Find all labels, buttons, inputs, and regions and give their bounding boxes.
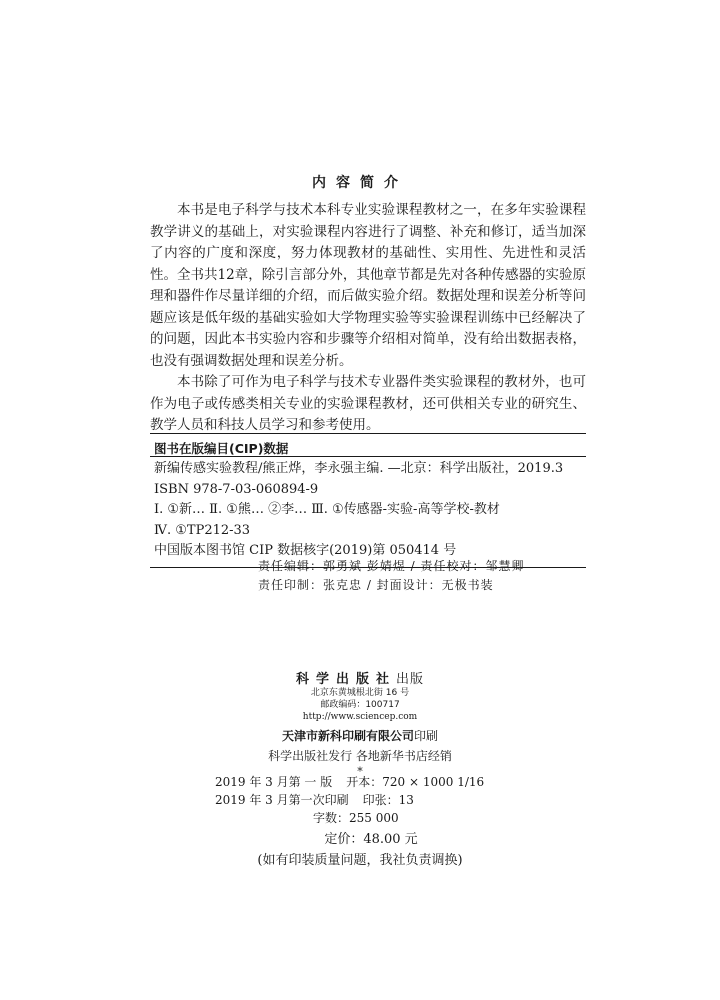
price-label: 定价：48.00 元 xyxy=(324,832,418,847)
credits-production: 责任印制：张克忠 / 封面设计：无极书装 xyxy=(258,578,494,592)
cip-line-isbn: ISBN 978-7-03-060894-9 xyxy=(154,481,319,497)
summary-section xyxy=(150,200,586,437)
summary-paragraph-1: 本书是电子科学与技术本科专业实验课程教材之一，在多年实验课程教学讲义的基础上，对实验课程内容进行了调整、补充和修订，适当加深了内容的广度和深度，努力体现教材的基础性、实用性、先进性和灵活性。全书共12章，除引言部分外，其他章节都是先对各种传感器的实验原理和器件作尽量详细的介绍，而后做实验介绍。数据处理和误差分析等问题应该是低年级的基础实验如大学物理实验等实验课程训练中已经解决了的问题，因此本书实验内容和步骤等介绍相对简单，没有给出数据表格，也没有强调数据处理和误差分析。 xyxy=(150,202,586,369)
credits xyxy=(0,557,720,595)
publisher-postcode: 邮政编码：100717 xyxy=(320,700,400,710)
edition-date: 2019 年 3 月第 一 版 xyxy=(215,775,333,789)
cip-heading: 图书在版编目(CIP)数据 xyxy=(154,441,289,456)
separator-asterisk: * xyxy=(357,765,363,778)
page-title: 内容简介 xyxy=(312,175,408,191)
print-sheets: 印张：13 xyxy=(362,793,414,807)
summary-paragraph-2: 本书除了可作为电子科学与技术专业器件类实验课程的教材外，也可作为电子或传感类相关专业的实验课程教材，还可供相关专业的研究生、教学人员和科技人员学习和参考使用。 xyxy=(150,374,586,433)
credits-editors: 责任编辑：郭勇斌 彭婧煜 / 责任校对：邹慧卿 xyxy=(258,559,525,573)
publisher-name-suffix: 出版 xyxy=(396,672,425,687)
book-format: 开本：720 × 1000 1/16 xyxy=(346,775,485,789)
publisher-name: 科学出版社 xyxy=(295,672,396,687)
printer-name: 天津市新科印刷有限公司 xyxy=(281,729,414,743)
cip-line-classification: Ⅳ. ①TP212-33 xyxy=(154,522,251,538)
cip-line-subjects: Ⅰ. ①新… Ⅱ. ①熊… ②李… Ⅲ. ①传感器-实验-高等学校-教材 xyxy=(154,502,500,517)
distribution-note: 科学出版社发行 各地新华书店经销 xyxy=(268,749,452,763)
publisher-info xyxy=(0,668,720,778)
print-date: 2019 年 3 月第一次印刷 xyxy=(215,793,349,807)
quality-note: (如有印装质量问题，我社负责调换) xyxy=(257,853,463,868)
edition-info xyxy=(0,773,720,827)
cip-block xyxy=(150,433,586,568)
cip-line-record-number: 中国版本图书馆 CIP 数据核字(2019)第 050414 号 xyxy=(154,543,457,558)
printer-suffix: 印刷 xyxy=(414,729,439,743)
publisher-address: 北京东黄城根北街 16 号 xyxy=(310,688,410,698)
publisher-website: http://www.sciencep.com xyxy=(302,712,418,722)
cip-line-title: 新编传感实验教程/熊正烨，李永强主编. —北京：科学出版社，2019.3 xyxy=(154,461,564,476)
cip-body xyxy=(150,457,586,567)
word-count: 字数：255 000 xyxy=(313,811,399,825)
price-block xyxy=(0,828,720,868)
